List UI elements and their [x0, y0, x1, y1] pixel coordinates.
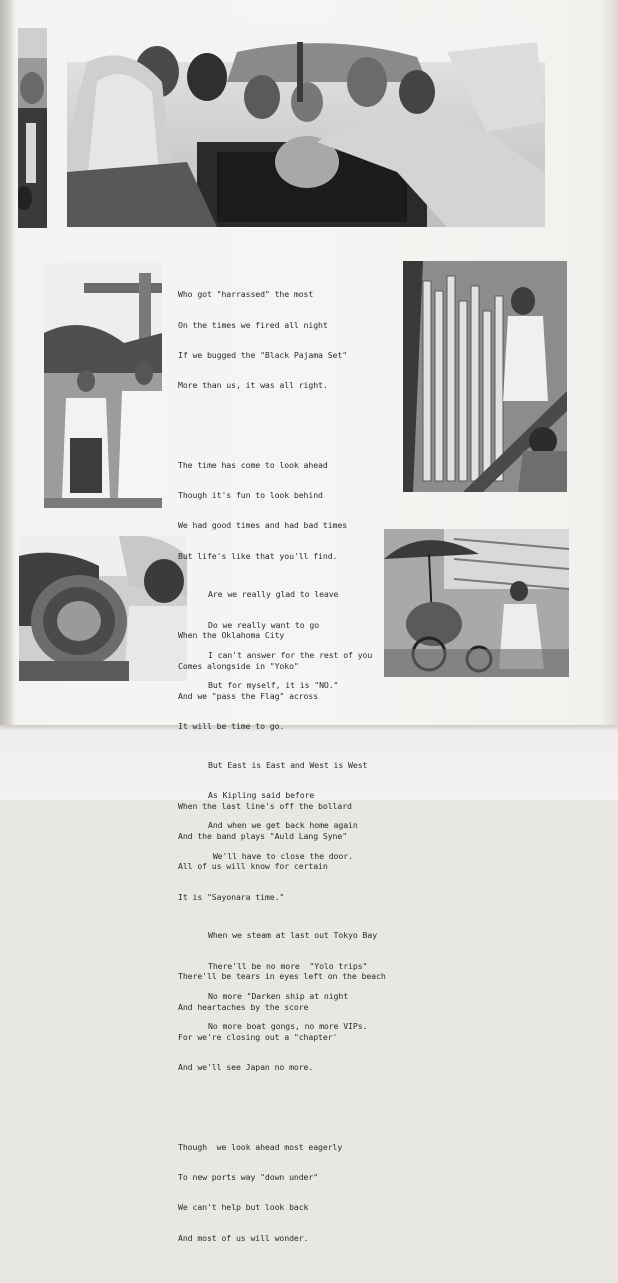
poem-line: When we steam at last out Tokyo Bay	[208, 930, 378, 941]
poem-line: Do we really want to go	[208, 619, 320, 630]
poem-line: But for myself, it is "NO."	[208, 680, 339, 691]
poem-line: And when we get back home again	[208, 820, 358, 831]
bottom-left-photo-tuba	[19, 536, 187, 681]
poem-line: All of us will know for certain	[178, 861, 328, 872]
poem-line: And heartaches by the score	[178, 1001, 309, 1012]
poem-line: More than us, it was all right.	[178, 380, 328, 391]
poem-line: It will be time to go.	[178, 721, 285, 732]
poem-bottom-stanza-1	[208, 569, 377, 710]
poem-line: For we're closing out a "chapter'	[178, 1031, 338, 1042]
poem-line: It is "Sayonara time."	[178, 891, 285, 902]
poem-line: We had good times and had bad times	[178, 520, 348, 531]
poem-line: We'll have to close the door.	[208, 850, 353, 861]
poem-bottom-stanza-3	[208, 910, 377, 1051]
poem-bottom	[208, 549, 377, 1072]
poem-line: No more "Darken ship at night	[208, 990, 349, 1001]
poem-line: But life's like that you'll find.	[178, 550, 338, 561]
poem-line: There'll be no more "Yolo trips"	[208, 960, 368, 971]
poem-line: As Kipling said before	[208, 790, 315, 801]
poem-line: And we'll see Japan no more.	[178, 1062, 314, 1073]
poem-line: Though we look ahead most eagerly	[178, 1141, 343, 1152]
poem-line: When the Oklahoma City	[178, 630, 285, 641]
poem-line: On the times we fired all night	[178, 319, 328, 330]
poem-line: I can't answer for the rest of you	[208, 649, 373, 660]
edge-photo-crowd	[18, 28, 47, 228]
poem-line: Comes alongside in "Yoko"	[178, 660, 299, 671]
right-photo-bamboo-market	[403, 261, 567, 492]
bottom-right-photo-parasol	[384, 529, 569, 677]
poem-top-stanza-1	[178, 269, 386, 410]
poem-line: Who got "harrassed" the most	[178, 289, 314, 300]
poem-top-stanza-6	[178, 1122, 386, 1263]
binding-shadow	[0, 0, 16, 800]
left-photo-shrine-priests	[44, 263, 162, 508]
poem-line: If we bugged the "Black Pajama Set"	[178, 349, 348, 360]
poem-line: Are we really glad to leave	[208, 589, 339, 600]
top-photo-ceremony	[67, 22, 545, 227]
poem-line: The time has come to look ahead	[178, 459, 328, 470]
poem-line: We can't help but look back	[178, 1202, 309, 1213]
poem-line: And most of us will wonder.	[178, 1232, 309, 1243]
poem-line: And the band plays "Auld Lang Syne"	[178, 831, 348, 842]
poem-line: When the last line's off the bollard	[178, 800, 352, 811]
poem-line: Though it's fun to look behind	[178, 490, 323, 501]
poem-line: To new ports way "down under"	[178, 1172, 319, 1183]
poem-line: There'll be tears in eyes left on the beach	[178, 971, 386, 982]
poem-line: No more boat gongs, no more VIPs.	[208, 1021, 368, 1032]
poem-line: But East is East and West is West	[208, 759, 368, 770]
poem-line: And we "pass the Flag" across	[178, 690, 319, 701]
poem-bottom-stanza-2	[208, 740, 377, 881]
